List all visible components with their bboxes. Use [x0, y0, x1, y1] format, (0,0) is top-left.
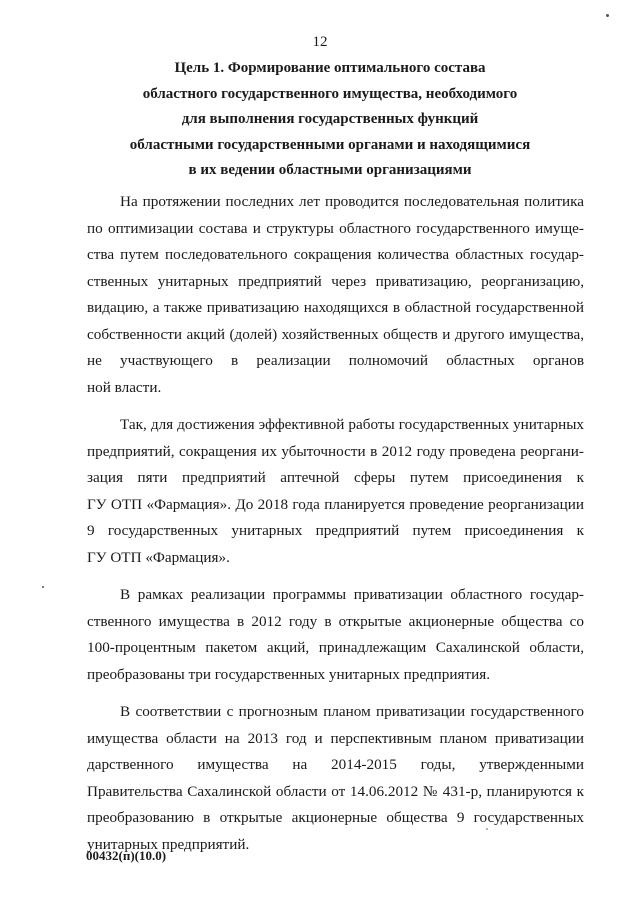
text-line: имущества области на 2013 год и перспективным планом приватизации — [87, 729, 584, 747]
scan-speck — [486, 828, 488, 830]
text-line: 9 государственных унитарных предприятий путем присоединения к — [87, 522, 584, 539]
heading-line: областными государственными органами и находящимися — [129, 136, 531, 153]
paragraph — [87, 189, 584, 401]
text-line: ственных унитарных предприятий через приватизацию, реорганизацию, — [87, 272, 584, 290]
heading-line: Цель 1. Формирование оптимального состава — [174, 60, 486, 76]
heading-line: в их ведении областными организациями — [188, 162, 472, 178]
text-line: не участвующего в реализации полномочий областных органов — [87, 352, 584, 369]
text-line: видацию, а также приватизацию находящихся в областной государственной — [87, 299, 584, 316]
paragraph — [87, 412, 584, 571]
text-line: предприятий, сокращения их убыточности в 2012 году проведена реоргани- — [87, 442, 584, 460]
text-line: дарственного имущества на 2014-2015 годы, утвержденными — [87, 756, 584, 773]
text-line: ГУ ОТП «Фармация». — [87, 548, 230, 566]
text-line: ГУ ОТП «Фармация». До 2018 года планируется проведение реорганизации — [87, 495, 584, 513]
heading-line: для выполнения государственных функций — [181, 111, 479, 127]
page-number: 12 — [312, 34, 328, 50]
text-line: ственного имущества в 2012 году в открытые акционерные общества со — [87, 612, 584, 630]
text-line: зация пяти предприятий аптечной сферы путем присоединения к — [87, 469, 584, 486]
paragraph — [87, 699, 584, 858]
text-line: унитарных предприятий. — [87, 835, 250, 853]
paragraph — [87, 582, 584, 688]
scan-speck — [606, 14, 609, 17]
text-line: по оптимизации состава и структуры областного государственного имуще- — [87, 219, 584, 237]
text-line: Так, для достижения эффективной работы государственных унитарных — [120, 416, 584, 433]
document-body — [87, 189, 584, 869]
document-code: 00432(п)(10.0) — [86, 848, 167, 863]
text-line: собственности акций (долей) хозяйственных обществ и другого имущества, — [87, 325, 584, 343]
text-line: преобразованы три государственных унитарных предприятия. — [87, 665, 491, 683]
text-line: ной власти. — [87, 378, 162, 396]
text-line: Правительства Сахалинской области от 14.06.2012 № 431-р, планируются к — [87, 782, 584, 800]
text-line: ства путем последовательного сокращения количества областных государ- — [87, 246, 584, 263]
text-line: 100-процентным пакетом акций, принадлежащим Сахалинской области, — [87, 639, 584, 656]
text-line: На протяжении последних лет проводится последовательная политика — [120, 193, 584, 210]
heading-line: областного государственного имущества, необходимого — [142, 85, 518, 102]
text-line: В соответствии с прогнозным планом приватизации государственного — [120, 703, 584, 720]
scan-speck — [42, 586, 44, 588]
text-line: В рамках реализации программы приватизации областного государ- — [120, 586, 584, 603]
section-heading — [110, 56, 550, 184]
text-line: преобразованию в открытые акционерные общества 9 государственных — [87, 809, 584, 826]
